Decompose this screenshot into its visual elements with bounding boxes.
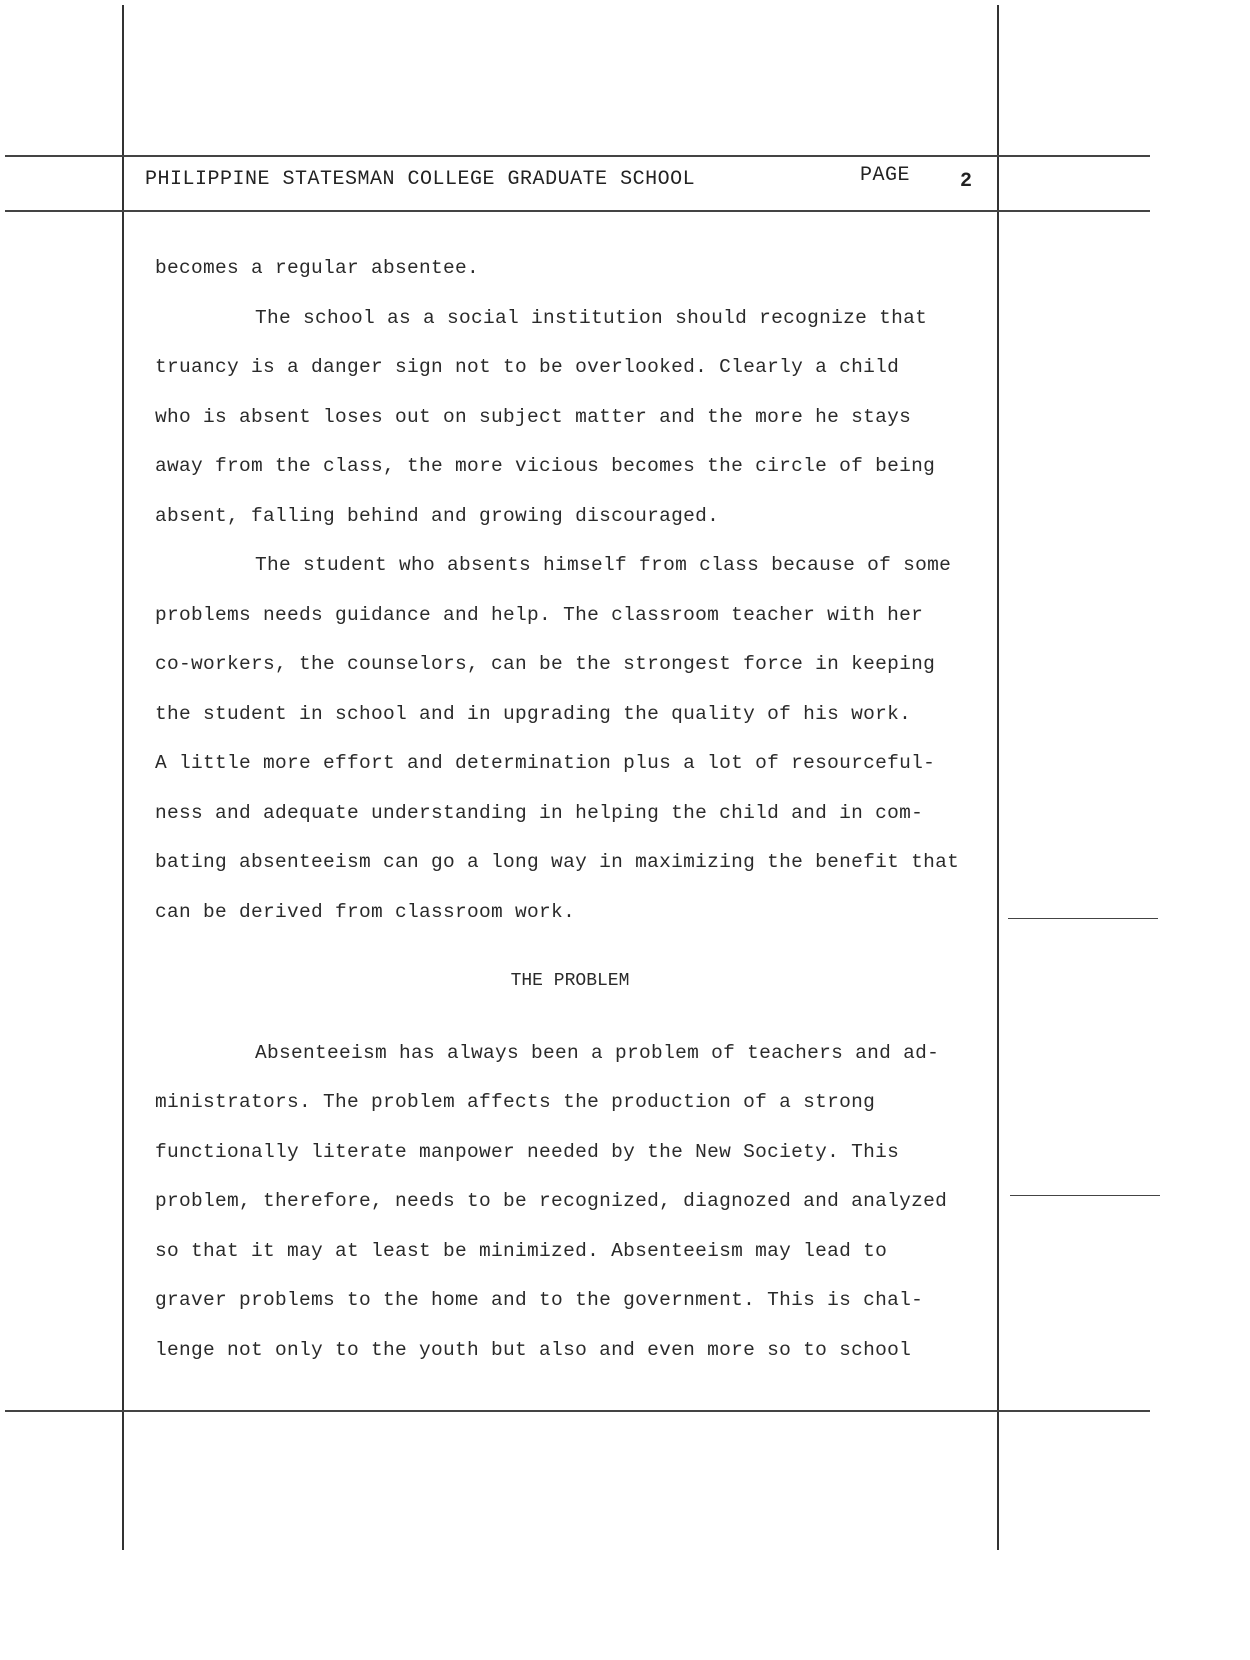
text-line: The school as a social institution should recognize that: [255, 306, 928, 329]
text-line: problems needs guidance and help. The classroom teacher with her: [155, 603, 924, 626]
text-line: ness and adequate understanding in helping the child and in com-: [155, 801, 924, 824]
text-line: graver problems to the home and to the government. This is chal-: [155, 1289, 924, 1311]
bottom-rule: [5, 1410, 1150, 1412]
header-bottom-rule: [5, 210, 1150, 212]
text-line: problem, therefore, needs to be recognized, diagnozed and analyzed: [155, 1190, 948, 1212]
text-line: absent, falling behind and growing discouraged.: [155, 504, 720, 527]
text-line: the student in school and in upgrading the quality of his work.: [155, 702, 912, 725]
text-line: so that it may at least be minimized. Absenteeism may lead to: [155, 1239, 888, 1262]
text-line: A little more effort and determination plus a lot of resourceful-: [155, 752, 936, 774]
page-label: PAGE: [860, 164, 911, 187]
text-line: truancy is a danger sign not to be overlooked. Clearly a child: [155, 356, 900, 378]
body-text: [155, 244, 985, 1375]
text-line: becomes a regular absentee.: [155, 257, 480, 279]
text-line: Absenteeism has always been a problem of teachers and ad-: [255, 1041, 940, 1064]
text-line: away from the class, the more vicious becomes the circle of being: [155, 455, 936, 477]
text-line: lenge not only to the youth but also and even more so to school: [155, 1338, 912, 1361]
text-line: ministrators. The problem affects the production of a strong: [155, 1091, 876, 1113]
text-line: functionally literate manpower needed by the New Society. This: [155, 1140, 900, 1163]
text-line: who is absent loses out on subject matter and the more he stays: [155, 405, 912, 428]
header-top-rule: [5, 155, 1150, 157]
right-margin-rule: [997, 5, 999, 1550]
section-heading: THE PROBLEM: [510, 971, 630, 991]
right-tick-rule-2: [1010, 1195, 1160, 1196]
text-line: can be derived from classroom work.: [155, 900, 576, 923]
right-tick-rule-1: [1008, 918, 1158, 919]
text-line: co-workers, the counselors, can be the strongest force in keeping: [155, 653, 936, 675]
text-line: bating absenteeism can go a long way in maximizing the benefit that: [155, 851, 960, 873]
page-number: 2: [960, 170, 973, 193]
header-title: PHILIPPINE STATESMAN COLLEGE GRADUATE SCHOOL: [145, 168, 696, 191]
text-line: The student who absents himself from class because of some: [255, 554, 952, 576]
left-margin-rule: [122, 5, 124, 1550]
